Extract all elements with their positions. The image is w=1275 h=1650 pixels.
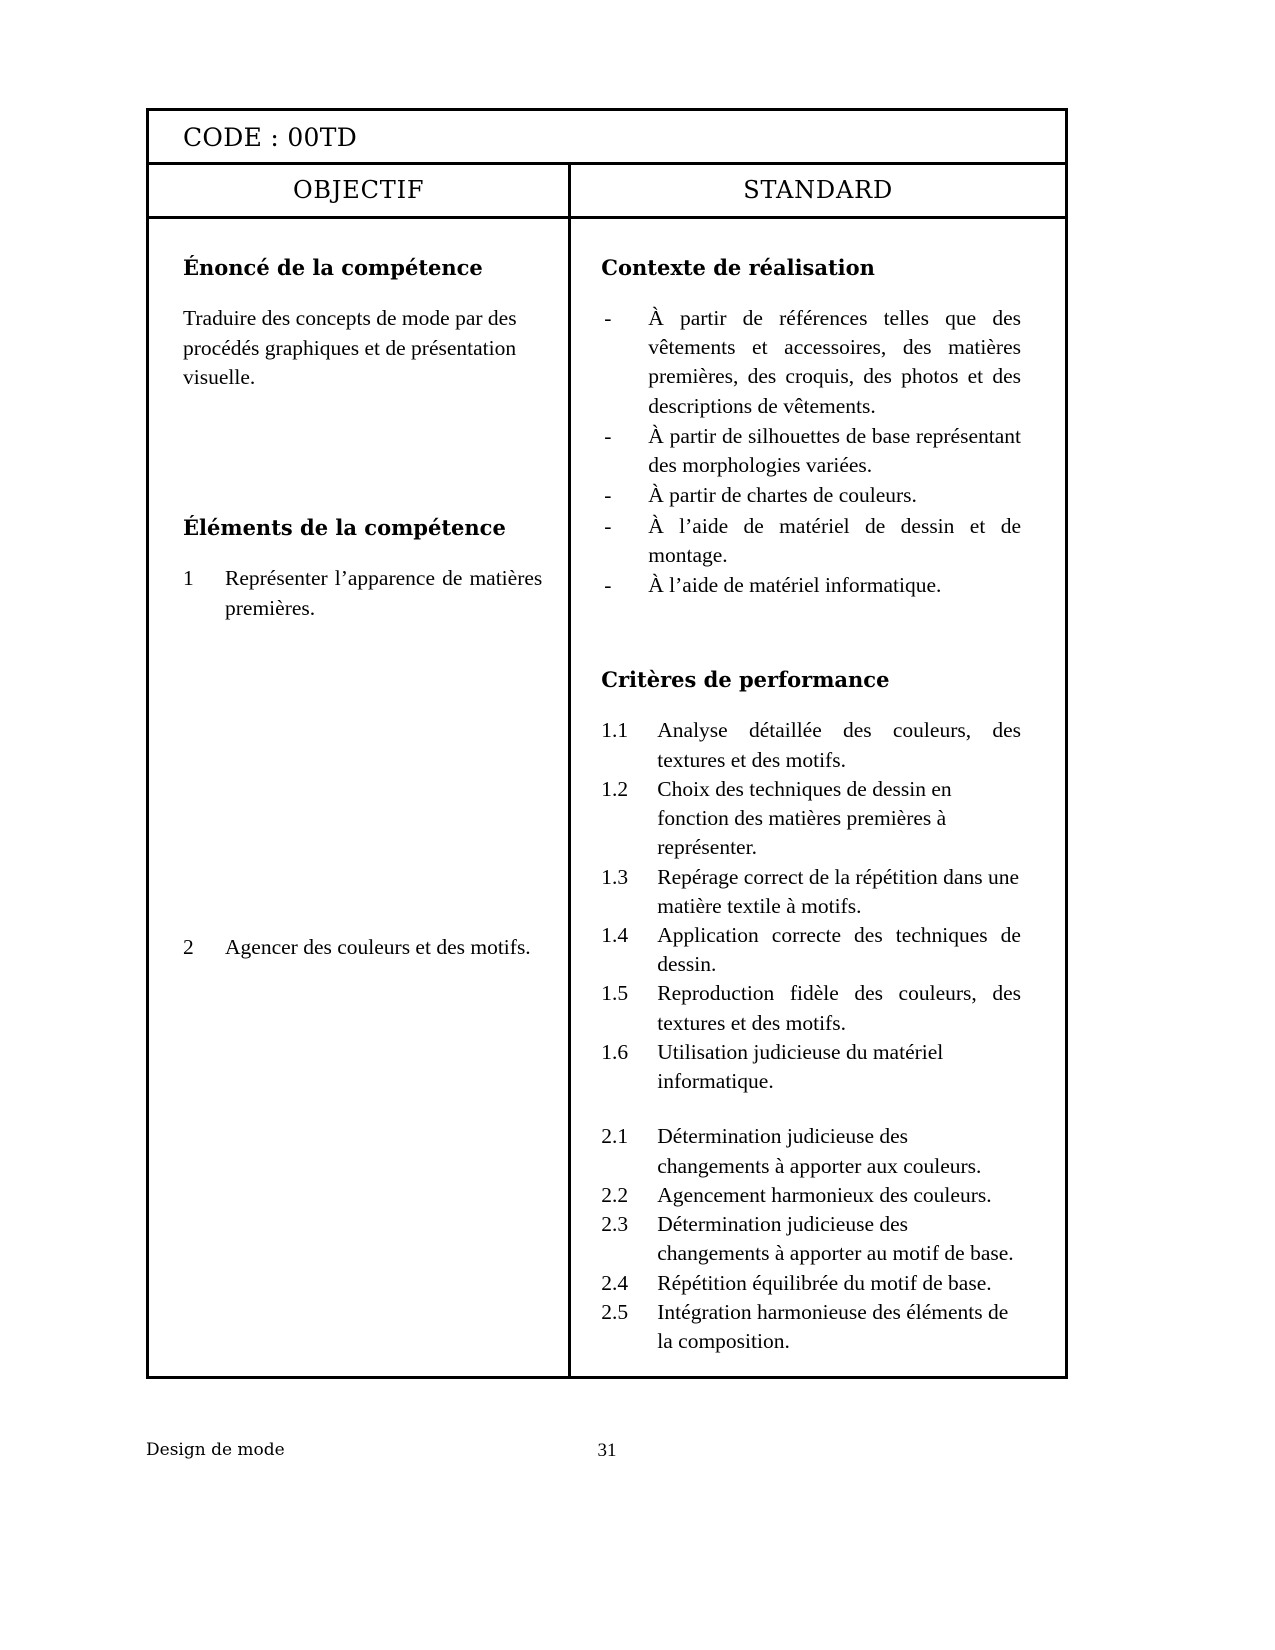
dash-bullet-icon: - (604, 483, 612, 508)
criterion-number: 2.4 (601, 1270, 629, 1295)
footer-program-name: Design de mode (146, 1440, 285, 1460)
code-row: CODE : 00TD (149, 111, 1065, 165)
footer-page-number: 31 (597, 1440, 617, 1461)
column-header-objectif: OBJECTIF (149, 165, 571, 216)
criterion-number: 2.3 (601, 1212, 629, 1237)
list-item (601, 481, 1021, 510)
list-item (601, 863, 1021, 921)
list-item (601, 512, 1021, 570)
element-text: Représenter l’apparence de matières premières. (225, 565, 543, 620)
list-item (601, 1122, 1021, 1180)
context-title: Contexte de réalisation (601, 255, 875, 280)
list-item (601, 775, 1021, 863)
criterion-text: Intégration harmonieuse des éléments de la composition. (657, 1299, 1009, 1354)
list-item (601, 304, 1021, 421)
dash-bullet-icon: - (604, 423, 612, 448)
list-item (601, 1181, 1021, 1210)
criterion-number: 1.2 (601, 776, 629, 801)
element-number: 1 (183, 565, 194, 590)
competency-statement-text: Traduire des concepts de mode par des procédés graphiques et de présentation visuelle. (183, 306, 517, 390)
list-item (601, 1210, 1021, 1268)
list-item (183, 933, 542, 963)
context-item-text: À l’aide de matériel informatique. (648, 573, 942, 598)
competency-table (146, 108, 1068, 1379)
context-item-text: À l’aide de matériel de dessin et de montage. (648, 513, 1021, 567)
column-header-standard: STANDARD (743, 176, 893, 204)
table-body-row (149, 219, 1065, 1376)
criterion-number: 1.6 (601, 1039, 629, 1064)
dash-bullet-icon: - (604, 306, 612, 330)
criterion-number: 1.3 (601, 864, 629, 889)
objective-column (149, 219, 571, 1376)
dash-bullet-icon: - (604, 513, 612, 538)
context-item-text: À partir de références telles que des vêtements et accessoires, des matières premières, des croquis, des photos et des descriptions de vêtements. (648, 306, 1021, 418)
performance-title: Critères de performance (601, 667, 890, 693)
criterion-text: Détermination judicieuse des changements à apporter aux couleurs. (657, 1124, 982, 1178)
list-item (601, 1269, 1021, 1298)
criteria-group-2 (601, 1122, 1021, 1356)
list-item (601, 921, 1021, 979)
element-text: Agencer des couleurs et des motifs. (225, 935, 531, 960)
criterion-number: 2.2 (601, 1182, 629, 1207)
criterion-number: 1.1 (601, 718, 629, 743)
elements-list (183, 564, 542, 963)
dash-bullet-icon: - (604, 573, 612, 598)
criterion-number: 1.5 (601, 981, 629, 1006)
list-item (183, 564, 542, 623)
criterion-text: Répétition équilibrée du motif de base. (657, 1270, 992, 1295)
elements-title: Éléments de la compétence (183, 514, 506, 540)
criterion-text: Repérage correct de la répétition dans une matière textile à motifs. (657, 864, 1020, 918)
element-number: 2 (183, 935, 194, 960)
context-item-text: À partir de silhouettes de base représentant des morphologies variées. (648, 423, 1021, 478)
table-header-row (149, 165, 1065, 219)
context-list (601, 304, 1021, 600)
criterion-text: Choix des techniques de dessin en fonction des matières premières à représenter. (657, 776, 952, 860)
performance-criteria-list (601, 716, 1021, 1356)
list-item (601, 422, 1021, 480)
criterion-number: 1.4 (601, 922, 629, 947)
list-item (601, 1298, 1021, 1356)
criterion-text: Reproduction fidèle des couleurs, des textures et des motifs. (657, 981, 1021, 1035)
criterion-number: 2.5 (601, 1299, 629, 1324)
list-item (601, 1038, 1021, 1096)
criterion-text: Détermination judicieuse des changements à apporter au motif de base. (657, 1212, 1014, 1266)
list-item (601, 571, 1021, 600)
list-item (601, 979, 1021, 1037)
criterion-number: 2.1 (601, 1124, 629, 1149)
criterion-text: Analyse détaillée des couleurs, des textures et des motifs. (657, 718, 1021, 772)
criterion-text: Application correcte des techniques de dessin. (657, 922, 1021, 977)
list-item (601, 716, 1021, 774)
criteria-group-1 (601, 716, 1021, 1096)
competency-statement-title: Énoncé de la compétence (183, 255, 483, 280)
criterion-text: Agencement harmonieux des couleurs. (657, 1182, 992, 1207)
criterion-text: Utilisation judicieuse du matériel informatique. (657, 1039, 944, 1094)
standard-column (571, 219, 1065, 1376)
context-item-text: À partir de chartes de couleurs. (648, 483, 917, 508)
